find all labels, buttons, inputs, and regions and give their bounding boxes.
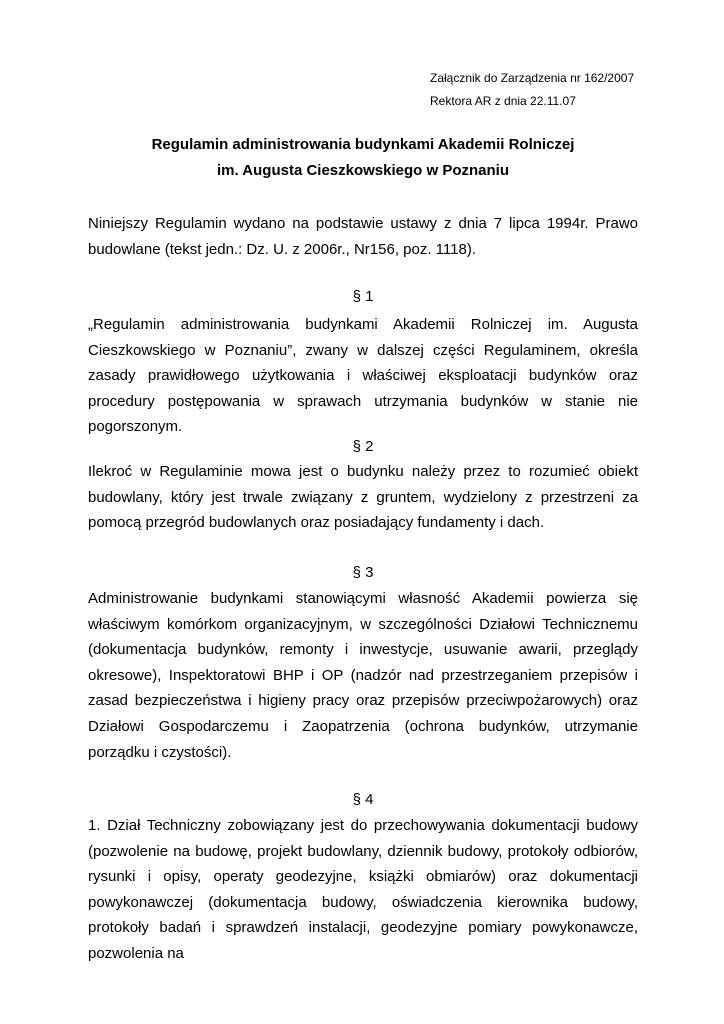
attachment-note-line-1: Załącznik do Zarządzenia nr 162/2007 xyxy=(430,71,635,85)
section-3-mark: § 3 xyxy=(352,564,374,581)
section-3-text xyxy=(88,586,638,765)
section-4-text xyxy=(88,813,638,967)
section-2-mark: § 2 xyxy=(352,438,374,455)
section-4-paragraph: 1. Dział Techniczny zobowiązany jest do przechowywania dokumentacji budowy (pozwolenie na budowę, projekt budowlany, dziennik budowy, protokoły odbiorów, rysunki i opisy, operaty geodezyjne, książki obmiarów) oraz dokumentacji powykonawczej (dokumentacja budowy, oświadczenia kierownika budowy, protokoły badań i sprawdzeń instalacji, geodezyjne pomiary powykonawcze, pozwolenia na xyxy=(88,817,638,962)
section-4-mark: § 4 xyxy=(352,791,374,808)
section-3-paragraph: Administrowanie budynkami stanowiącymi własność Akademii powierza się właściwym komórkom organizacyjnym, w szczególności Działowi Technicznemu (dokumentacja budynków, remonty i inwestycje, usuwanie awarii, przeglądy okresowe), Inspektoratowi BHP i OP (nadzór nad przestrzeganiem przepisów i zasad bezpieczeństwa i higieny pracy oraz przepisów przeciwpożarowych) oraz Działowi Gospodarczemu i Zaopatrzenia (ochrona budynków, utrzymanie porządku i czystości). xyxy=(88,590,638,761)
document-title xyxy=(88,132,638,184)
section-1-mark: § 1 xyxy=(352,288,374,305)
section-2-paragraph: Ilekroć w Regulaminie mowa jest o budynku należy przez to rozumieć obiekt budowlany, który jest trwale związany z gruntem, wydzielony z przestrzeni za pomocą przegród budowlanych oraz posiadający fundamenty i dach. xyxy=(88,463,638,532)
intro-paragraph: Niniejszy Regulamin wydano na podstawie ustawy z dnia 7 lipca 1994r. Prawo budowlane (tekst jedn.: Dz. U. z 2006r., Nr156, poz. 1118). xyxy=(88,215,638,258)
document-title-line-1: Regulamin administrowania budynkami Akademii Rolniczej xyxy=(151,136,575,153)
attachment-note-line-2: Rektora AR z dnia 22.11.07 xyxy=(430,94,576,108)
section-1-text xyxy=(88,312,638,440)
attachment-note xyxy=(430,67,634,113)
document-title-line-2: im. Augusta Cieszkowskiego w Poznaniu xyxy=(217,162,509,179)
section-1-paragraph: „Regulamin administrowania budynkami Akademii Rolniczej im. Augusta Cieszkowskiego w Poznaniu”, zwany w dalszej części Regulaminem, określa zasady prawidłowego użytkowania i właściwej eksploatacji budynków oraz procedury postępowania w sprawach utrzymania budynków w stanie nie pogorszonym. xyxy=(88,316,638,436)
section-2-text xyxy=(88,459,638,536)
